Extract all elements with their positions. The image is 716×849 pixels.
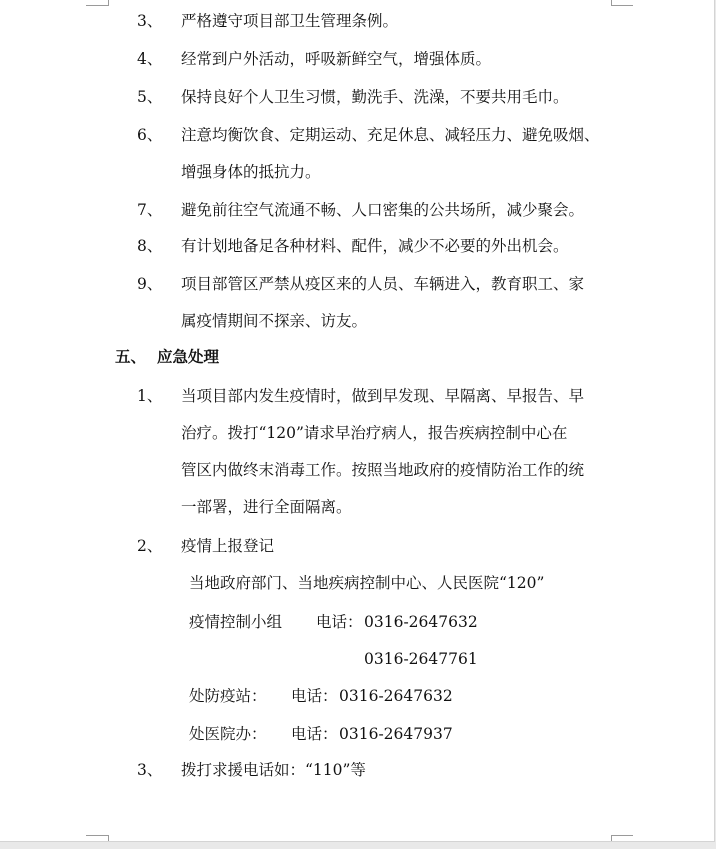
list-item-number: 4、 [137,50,163,68]
crop-mark-top-right-h [611,5,633,6]
section-number: 五、 [115,348,147,366]
list-item-text: 一部署，进行全面隔离。 [181,498,352,516]
contact-yiyuan-name: 处医院办： [189,725,267,743]
contact-yiyuan-phone-label: 电话： [291,725,338,743]
contact-fangyi-name: 处防疫站： [189,687,267,705]
crop-mark-bottom-right-h [611,835,633,836]
list-item-text: 增强身体的抵抗力。 [181,163,321,181]
list-item-text: 当项目部内发生疫情时，做到早发现、早隔离、早报告、早 [181,387,585,405]
contact-group-phone-1: 0316-2647632 [364,613,478,631]
list-item-text: 管区内做终末消毒工作。按照当地政府的疫情防治工作的统 [181,461,585,479]
contact-fangyi-phone-label: 电话： [291,687,338,705]
section-title: 应急处理 [157,348,220,366]
list-item-text: 注意均衡饮食、定期运动、充足休息、减轻压力、避免吸烟、 [181,126,600,144]
contact-fangyi-phone: 0316-2647632 [339,687,453,705]
list-item-text: 疫情上报登记 [181,537,275,555]
list-item-text: 保持良好个人卫生习惯，勤洗手、洗澡，不要共用毛巾。 [181,88,569,106]
list-item-number: 8、 [137,237,163,255]
crop-mark-top-left-h [86,5,108,6]
list-item-number: 5、 [137,88,163,106]
list-item-text: 项目部管区严禁从疫区来的人员、车辆进入，教育职工、家 [181,275,585,293]
list-item-text: 属疫情期间不探亲、访友。 [181,312,368,330]
list-item-text: 拨打求援电话如：“110”等 [181,761,366,779]
contact-group-phone-2: 0316-2647761 [364,650,478,668]
list-item-number: 6、 [137,126,163,144]
crop-mark-bottom-left-h [86,835,108,836]
list-item-number: 2、 [137,537,163,555]
contact-group-name: 疫情控制小组 [189,613,283,631]
crop-mark-top-left-v [108,0,109,6]
list-item-number: 3、 [137,761,163,779]
list-item-text: 有计划地备足各种材料、配件，减少不必要的外出机会。 [181,237,569,255]
list-item-text: 治疗。拨打“120”请求早治疗病人，报告疾病控制中心在 [181,424,568,442]
list-item-number: 7、 [137,201,163,219]
crop-mark-bottom-left-v [108,835,109,841]
list-item-number: 9、 [137,275,163,293]
contact-agencies: 当地政府部门、当地疾病控制中心、人民医院“120” [189,574,545,592]
contact-yiyuan-phone: 0316-2647937 [339,725,453,743]
list-item-text: 严格遵守项目部卫生管理条例。 [181,12,399,30]
contact-group-phone-label: 电话： [316,613,363,631]
list-item-text: 避免前往空气流通不畅、人口密集的公共场所，减少聚会。 [181,201,585,219]
list-item-text: 经常到户外活动，呼吸新鲜空气，增强体质。 [181,50,492,68]
list-item-number: 1、 [137,387,163,405]
list-item-number: 3、 [137,12,163,30]
